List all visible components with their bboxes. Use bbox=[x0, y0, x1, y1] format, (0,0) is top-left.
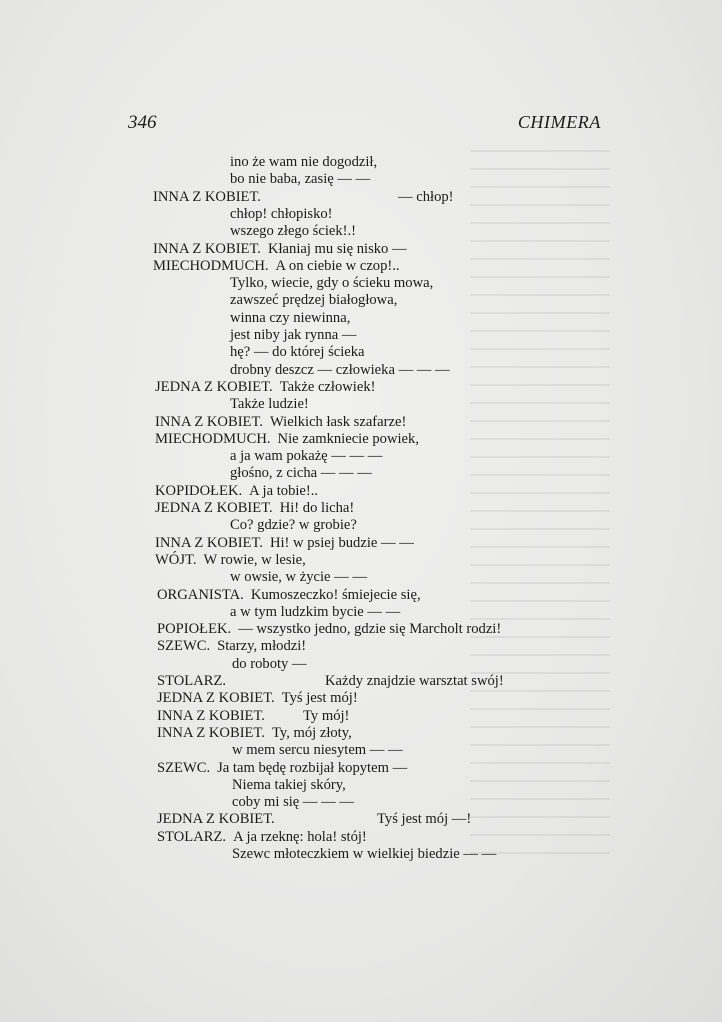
speech-text: Tyś jest mój! bbox=[281, 690, 358, 707]
text-line bbox=[230, 223, 356, 240]
speech-text: wszego złego ściek!.! bbox=[230, 223, 357, 240]
speech-text: Każdy znajdzie warsztat swój! bbox=[325, 673, 504, 689]
speaker-name: STOLARZ. bbox=[157, 673, 227, 689]
speech-text: w mem sercu niesytem — — bbox=[232, 742, 403, 759]
text-line bbox=[230, 569, 367, 586]
text-line bbox=[153, 241, 407, 258]
speech-text: Kłaniaj mu się nisko — bbox=[267, 240, 407, 257]
page-header bbox=[0, 112, 722, 138]
text-line bbox=[232, 794, 354, 811]
text-line bbox=[155, 483, 318, 500]
text-line bbox=[232, 656, 307, 673]
speech-text: głośno, z cicha — — — bbox=[230, 465, 372, 482]
speech-text: Ty, mój złoty, bbox=[271, 724, 352, 741]
text-line bbox=[230, 344, 365, 361]
speech-text: Co? gdzie? w grobie? bbox=[230, 517, 357, 534]
text-line bbox=[230, 292, 397, 309]
page-number: 346 bbox=[128, 112, 157, 133]
text-line bbox=[157, 760, 407, 777]
speaker-name: INNA Z KOBIET. bbox=[155, 413, 263, 430]
speech-text: Wielkich łask szafarze! bbox=[269, 413, 407, 430]
text-line bbox=[230, 154, 377, 171]
speaker-name: INNA Z KOBIET. bbox=[157, 707, 265, 724]
speech-text: drobny deszcz — człowieka — — — bbox=[230, 361, 450, 378]
text-line bbox=[232, 846, 496, 863]
speech-text: A ja rzeknę: hola! stój! bbox=[233, 828, 367, 845]
speech-text: Hi! do licha! bbox=[279, 500, 355, 516]
speaker-name: JEDNA Z KOBIET. bbox=[155, 378, 273, 395]
speech-text: Także człowiek! bbox=[279, 378, 376, 395]
speaker-name: STOLARZ. bbox=[157, 828, 227, 845]
speech-text: zawszeć prędzej białogłowa, bbox=[230, 292, 398, 309]
speaker-name: JEDNA Z KOBIET. bbox=[157, 690, 275, 707]
text-line bbox=[232, 777, 346, 794]
text-line bbox=[230, 396, 309, 413]
speech-text: Ty mój! bbox=[303, 707, 350, 724]
text-line bbox=[157, 621, 501, 638]
speech-text: winna czy niewinna, bbox=[230, 309, 351, 326]
text-line bbox=[155, 552, 306, 569]
show-through-text bbox=[470, 150, 610, 870]
text-line bbox=[230, 171, 370, 188]
text-line bbox=[157, 811, 472, 828]
text-line bbox=[230, 275, 433, 292]
speech-text: — wszystko jedno, gdzie się Marcholt rodzi! bbox=[238, 621, 502, 638]
text-line bbox=[157, 829, 367, 846]
speaker-name: KOPIDOŁEK. bbox=[155, 482, 243, 499]
speech-text: Nie zamkniecie powiek, bbox=[277, 430, 419, 447]
speech-text: A ja tobie!.. bbox=[249, 482, 319, 499]
speaker-name: INNA Z KOBIET. bbox=[157, 724, 265, 741]
speech-text: W rowie, w lesie, bbox=[203, 551, 306, 568]
text-line bbox=[230, 327, 356, 344]
speech-text: — chłop! bbox=[398, 188, 454, 205]
speech-text: a ja wam pokażę — — — bbox=[230, 448, 383, 465]
speech-text: Kumoszeczko! śmiejecie się, bbox=[250, 586, 421, 603]
speech-text: Tyś jest mój —! bbox=[377, 811, 472, 828]
speech-text: Starzy, młodzi! bbox=[217, 638, 307, 655]
speech-text: hę? — do której ścieka bbox=[230, 344, 365, 361]
text-line bbox=[230, 206, 333, 223]
running-title: CHIMERA bbox=[517, 112, 601, 132]
text-line bbox=[155, 431, 419, 448]
speaker-name: INNA Z KOBIET. bbox=[153, 188, 261, 205]
speech-text: Niema takiej skóry, bbox=[232, 776, 346, 793]
speaker-name: POPIOŁEK. bbox=[157, 621, 232, 638]
speaker-name: INNA Z KOBIET. bbox=[155, 534, 263, 551]
speech-text: Także ludzie! bbox=[230, 396, 309, 413]
speech-text: a w tym ludzkim bycie — — bbox=[230, 603, 401, 620]
text-line bbox=[155, 414, 406, 431]
text-line bbox=[155, 500, 354, 517]
speaker-name: INNA Z KOBIET. bbox=[153, 240, 261, 257]
text-line bbox=[157, 707, 350, 725]
speech-text: ino że wam nie dogodził, bbox=[230, 154, 378, 170]
text-line bbox=[155, 379, 376, 396]
speaker-name: ORGANISTA. bbox=[157, 586, 244, 603]
speech-text: Szewc młoteczkiem w wielkiej biedzie — — bbox=[232, 846, 497, 862]
speaker-name: JEDNA Z KOBIET. bbox=[157, 811, 275, 828]
text-line bbox=[155, 535, 414, 552]
text-line bbox=[232, 742, 403, 759]
speech-text: jest niby jak rynna — bbox=[230, 327, 357, 343]
speaker-name: MIECHODMUCH. bbox=[153, 257, 269, 274]
text-line bbox=[230, 517, 357, 534]
speaker-name: WÓJT. bbox=[155, 551, 197, 568]
speech-text: coby mi się — — — bbox=[232, 794, 355, 811]
speech-text: do roboty — bbox=[232, 655, 307, 672]
text-line bbox=[230, 310, 350, 327]
speech-text: chłop! chłopisko! bbox=[230, 205, 333, 222]
speaker-name: JEDNA Z KOBIET. bbox=[155, 500, 273, 516]
speaker-name: SZEWC. bbox=[157, 759, 211, 776]
text-line bbox=[157, 638, 306, 655]
text-line bbox=[153, 188, 454, 206]
speaker-name: MIECHODMUCH. bbox=[155, 430, 271, 447]
text-line bbox=[157, 725, 352, 742]
speech-text: Ja tam będę rozbijał kopytem — bbox=[217, 759, 408, 776]
text-line bbox=[230, 604, 400, 621]
text-line bbox=[157, 690, 358, 707]
speech-text: w owsie, w życie — — bbox=[230, 569, 367, 586]
speaker-name: SZEWC. bbox=[157, 638, 211, 655]
speech-text: Tylko, wiecie, gdy o ścieku mowa, bbox=[230, 275, 434, 292]
text-line bbox=[153, 258, 400, 275]
text-line bbox=[157, 673, 504, 690]
text-line bbox=[230, 448, 382, 465]
text-line bbox=[230, 465, 372, 482]
speech-text: bo nie baba, zasię — — bbox=[230, 171, 371, 188]
speech-text: Hi! w psiej budzie — — bbox=[269, 534, 414, 551]
text-line bbox=[157, 587, 421, 604]
text-line bbox=[230, 362, 450, 379]
speech-text: A on ciebie w czop!.. bbox=[275, 257, 400, 274]
